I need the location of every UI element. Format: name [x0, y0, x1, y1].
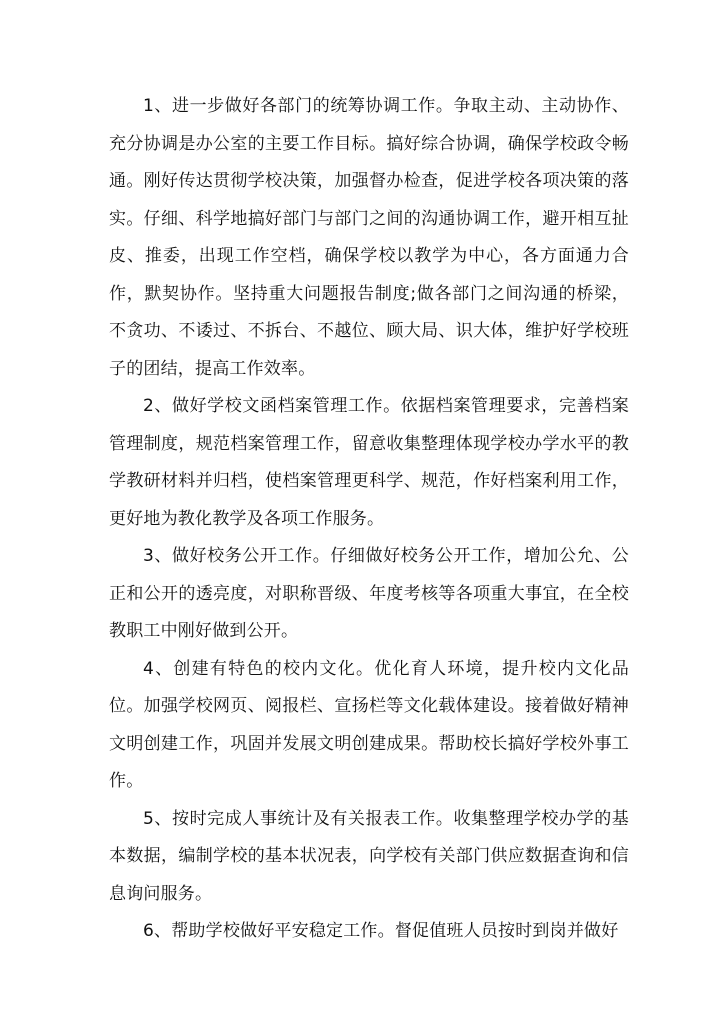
paragraph-5: 5、按时完成人事统计及有关报表工作。收集整理学校办学的基本数据，编制学校的基本状况表，向学校有关部门供应数据查询和信息询问服务。	[109, 808, 629, 904]
paragraph-4: 4、创建有特色的校内文化。优化育人环境，提升校内文化品位。加强学校网页、阅报栏、宣扬栏等文化载体建设。接着做好精神文明创建工作，巩固并发展文明创建成果。帮助校长搞好学校外事工作。	[109, 658, 629, 791]
paragraph-3: 3、做好校务公开工作。仔细做好校务公开工作，增加公允、公正和公开的透亮度，对职称晋级、年度考核等各项重大事宜，在全校教职工中刚好做到公开。	[109, 546, 629, 641]
document-body	[109, 88, 629, 951]
paragraph-2: 2、做好学校文函档案管理工作。依据档案管理要求，完善档案管理制度，规范档案管理工作，留意收集整理体现学校办学水平的教学教研材料并归档，使档案管理更科学、规范，作好档案利用工作，更好地为教化教学及各项工作服务。	[109, 396, 629, 529]
paragraph-6: 6、帮助学校做好平安稳定工作。督促值班人员按时到岗并做好	[143, 921, 619, 941]
paragraph-1: 1、进一步做好各部门的统筹协调工作。争取主动、主动协作、充分协调是办公室的主要工作目标。搞好综合协调，确保学校政令畅通。刚好传达贯彻学校决策，加强督办检查，促进学校各项决策的落实。仔细、科学地搞好部门与部门之间的沟通协调工作，避开相互扯皮、推委，出现工作空档，确保学校以教学为中心，各方面通力合作，默契协作。坚持重大问题报告制度;做各部门之间沟通的桥梁，不贪功、不诿过、不拆台、不越位、顾大局、识大体，维护好学校班子的团结，提高工作效率。	[109, 96, 629, 379]
